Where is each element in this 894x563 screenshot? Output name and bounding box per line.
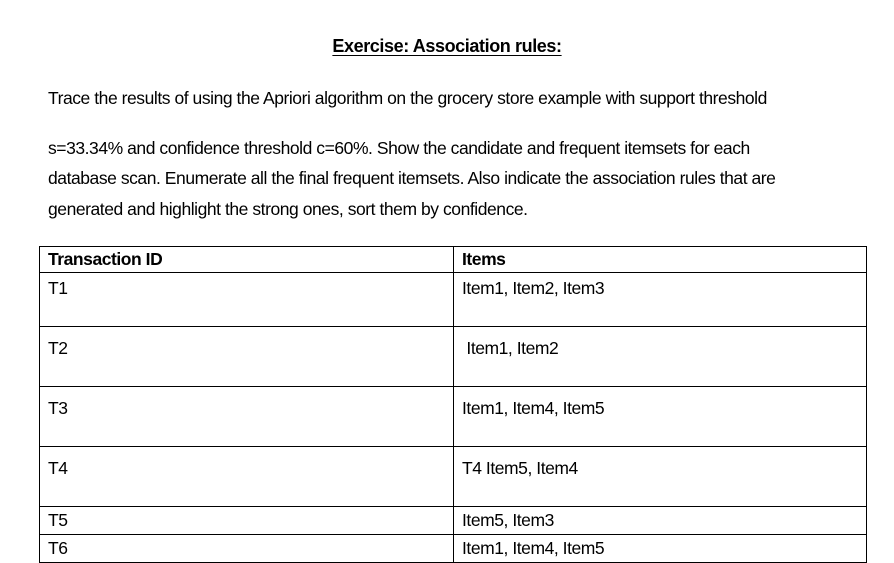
items-cell: T4 Item5, Item4 (454, 447, 867, 507)
exercise-title-text: Exercise: Association rules: (332, 36, 562, 56)
transaction-id-cell: T4 (40, 447, 454, 507)
table-row (40, 273, 867, 327)
table-row (40, 507, 867, 535)
paragraph-line-2: s=33.34% and confidence threshold c=60%. Show the candidate and frequent itemsets for each (48, 138, 750, 158)
items-cell: Item1, Item2 (454, 327, 867, 387)
transaction-id-cell: T3 (40, 387, 454, 447)
header-items: Items (454, 247, 867, 273)
transaction-id-cell: T6 (40, 535, 454, 563)
paragraph-line-1: Trace the results of using the Apriori algorithm on the grocery store example with support threshold (48, 88, 767, 108)
transactions-table (39, 246, 867, 563)
items-cell: Item5, Item3 (454, 507, 867, 535)
items-cell: Item1, Item4, Item5 (454, 535, 867, 563)
table-row (40, 447, 867, 507)
transaction-id-cell: T2 (40, 327, 454, 387)
table-row (40, 535, 867, 563)
table-header-row (40, 247, 867, 273)
transaction-id-cell: T5 (40, 507, 454, 535)
items-cell: Item1, Item4, Item5 (454, 387, 867, 447)
items-cell: Item1, Item2, Item3 (454, 273, 867, 327)
exercise-title (0, 36, 894, 57)
paragraph-line-3: database scan. Enumerate all the final frequent itemsets. Also indicate the association rules that are (48, 168, 776, 188)
paragraph-line-4: generated and highlight the strong ones, sort them by confidence. (48, 199, 528, 219)
header-transaction-id: Transaction ID (40, 247, 454, 273)
transaction-id-cell: T1 (40, 273, 454, 327)
table-row (40, 327, 867, 387)
table-row (40, 387, 867, 447)
